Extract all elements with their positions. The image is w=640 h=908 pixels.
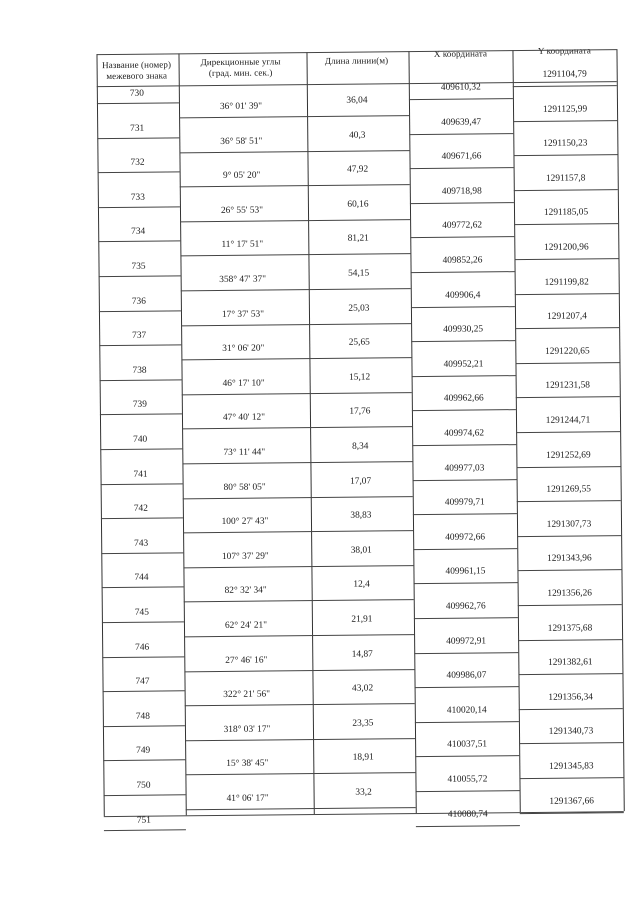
y-coordinate: 1291157,8 [545,173,586,184]
direction-angle: 47° 40' 12" [222,412,266,424]
row-rule [514,224,618,226]
row-rule [103,725,185,727]
segment-rule [181,323,411,326]
y-coordinate: 1291104,79 [542,69,587,80]
segment-rule [185,772,415,775]
row-rule [411,271,515,273]
direction-angle: 322° 21' 56" [223,689,271,701]
row-rule [517,570,621,572]
row-rule [102,656,184,658]
point-name: 735 [131,261,146,272]
row-rule [98,172,180,174]
x-coordinate: 409977,03 [444,463,485,474]
direction-angle: 62° 24' 21" [224,620,268,631]
y-coordinate: 1291244,71 [545,415,591,426]
line-length: 36,04 [346,95,368,106]
row-rule [412,444,516,446]
header-name [97,59,177,82]
row-rule [413,548,517,550]
row-rule [409,98,513,100]
direction-angle: 107° 37' 29" [221,551,269,562]
x-coordinate: 409979,71 [444,497,485,508]
row-rule [517,500,621,502]
row-rule [412,375,516,377]
row-rule [101,552,183,554]
header-angle [179,56,303,79]
row-rule [413,479,517,481]
row-rule [104,829,186,831]
x-coordinate: 410055,72 [447,774,488,785]
row-rule [516,431,620,433]
row-rule [413,513,517,515]
segment-rule [183,496,413,499]
x-coordinate: 409961,15 [445,566,486,578]
y-coordinate: 1291125,99 [542,104,588,115]
x-coordinate: 409639,47 [441,117,482,128]
direction-angle: 46° 17' 10" [222,378,265,389]
row-rule [104,794,186,796]
segment-rule [181,288,411,291]
direction-angle: 15° 38' 45" [226,758,269,770]
x-coordinate: 409852,26 [442,255,483,266]
y-coordinate: 1291252,69 [546,449,591,461]
row-rule [100,379,182,381]
line-length: 17,76 [349,406,371,418]
row-rule [412,410,516,412]
x-coordinate: 409772,62 [442,220,483,232]
table-grid [0,0,636,3]
point-name: 736 [131,296,146,307]
line-length: 15,12 [348,372,371,383]
point-name: 741 [133,469,148,480]
segment-rule [184,634,414,637]
row-rule [98,206,180,208]
segment-rule [185,738,415,741]
y-coordinate: 1291220,65 [545,346,590,357]
header-angle-line-1: Дирекционные углы [200,56,281,68]
x-coordinate: 409610,32 [440,82,481,93]
line-length: 17,07 [349,476,372,487]
y-coordinate: 1291356,26 [547,588,592,599]
row-rule [415,721,519,723]
line-length: 38,01 [350,545,372,556]
y-coordinate: 1291307,73 [546,519,592,530]
segment-rule [183,565,413,568]
point-name: 737 [132,330,147,341]
segment-rule [182,427,412,430]
segment-rule [185,703,415,706]
point-name: 740 [133,434,148,445]
row-rule [517,535,621,537]
row-rule [411,306,515,308]
row-rule [102,621,184,623]
line-length: 23,35 [352,718,374,729]
x-coordinate: 409671,66 [441,151,482,163]
point-name: 750 [136,780,151,791]
row-rule [516,397,620,399]
direction-angle: 17° 37' 53" [221,309,265,320]
row-rule [411,340,515,342]
row-rule [103,760,185,762]
point-name: 748 [135,711,150,722]
segment-rule [183,530,413,533]
row-rule [415,755,519,757]
header-y: Y координата [537,45,591,56]
line-length: 8,34 [352,441,369,452]
row-rule [103,690,185,692]
x-coordinate: 410037,51 [447,739,488,751]
row-rule [515,293,619,295]
header-x: X координата [433,48,488,59]
row-rule [99,275,181,277]
segment-rule [181,357,411,360]
row-rule [519,708,623,710]
point-name: 747 [135,676,150,687]
segment-rule [182,392,412,395]
x-coordinate: 409718,98 [441,186,482,197]
header-name-line-1: Название (номер) [102,59,172,71]
row-rule [513,154,617,156]
row-rule [513,120,617,122]
y-coordinate: 1291269,55 [546,484,591,496]
segment-rule [179,150,409,153]
direction-angle: 41° 06' 17" [226,793,269,804]
x-coordinate: 409952,21 [443,359,484,370]
direction-angle: 358° 47' 37" [219,274,267,285]
row-rule [99,310,181,312]
row-rule [416,790,520,792]
segment-rule [184,669,414,672]
direction-angle: 26° 55' 53" [220,205,264,216]
direction-angle: 36° 01' 39" [219,101,263,112]
point-name: 743 [134,538,149,549]
y-coordinate: 1291356,34 [548,692,593,703]
line-length: 25,03 [348,303,370,314]
line-length: 18,91 [352,752,374,764]
header-angle-line-2: (град. мин. сек.) [208,67,273,79]
x-coordinate: 409962,66 [443,393,484,405]
row-rule [514,258,618,260]
x-coordinate: 409930,25 [443,324,484,336]
direction-angle: 31° 06' 20" [222,343,265,355]
direction-angle: 80° 58' 05" [223,482,266,493]
line-length: 43,02 [351,683,374,694]
y-coordinate: 1291231,58 [545,380,590,392]
point-name: 745 [134,607,149,618]
row-rule [101,483,183,485]
row-rule [515,327,619,329]
direction-angle: 82° 32' 34" [224,585,267,597]
row-rule [414,652,518,654]
row-rule [101,518,183,520]
y-coordinate: 1291345,83 [549,761,594,772]
direction-angle: 36° 58' 51" [220,136,263,147]
line-length: 81,21 [347,233,369,245]
row-rule [414,583,518,585]
header-length: Длина линии(м) [324,55,389,66]
point-name: 751 [136,815,151,826]
point-name: 742 [133,503,148,514]
y-coordinate: 1291367,66 [549,795,594,807]
point-name: 734 [131,227,146,238]
x-coordinate: 410020,14 [446,705,487,716]
line-length: 40,3 [349,130,366,141]
segment-rule [180,254,410,257]
point-name: 749 [136,746,151,757]
segment-rule [184,599,414,602]
x-coordinate: 409906,4 [445,290,481,301]
line-length: 12,4 [353,579,370,591]
direction-angle: 318° 03' 17" [223,724,271,735]
row-rule [515,362,619,364]
row-rule [410,202,514,204]
row-rule [410,167,514,169]
row-rule [415,686,519,688]
point-name: 744 [134,573,149,584]
y-coordinate: 1291185,05 [543,207,589,219]
row-rule [100,448,182,450]
line-length: 25,65 [348,337,370,348]
y-coordinate: 1291199,82 [544,277,589,288]
direction-angle: 11° 17' 51" [221,239,264,251]
line-length: 38,83 [350,510,372,521]
row-rule [409,133,513,135]
segment-rule [180,219,410,222]
y-coordinate: 1291382,61 [548,657,593,669]
x-coordinate: 409986,07 [446,670,487,681]
direction-angle: 27° 46' 16" [225,655,268,666]
row-rule [416,825,520,827]
line-length: 60,16 [347,199,369,210]
y-coordinate: 1291200,96 [544,242,589,253]
point-name: 746 [135,642,150,653]
row-rule [513,85,617,87]
direction-angle: 9° 05' 20" [222,170,261,182]
row-rule [518,673,622,675]
segment-rule [179,115,409,118]
y-coordinate: 1291375,68 [547,622,593,634]
row-rule [99,345,181,347]
point-name: 730 [129,88,144,99]
header-name-line-2: межевого знака [106,70,168,82]
row-rule [516,466,620,468]
x-coordinate: 409974,62 [444,428,485,439]
point-name: 738 [132,365,147,376]
row-rule [518,604,622,606]
line-length: 14,87 [351,649,373,660]
line-length: 47,92 [347,164,369,175]
line-length: 21,91 [351,614,373,625]
row-rule [518,639,622,641]
segment-rule [186,807,416,810]
point-name: 733 [130,192,145,203]
segment-rule [182,461,412,464]
direction-angle: 73° 11' 44" [223,447,266,458]
x-coordinate: 409972,91 [446,636,487,647]
row-rule [100,414,182,416]
row-rule [97,102,179,104]
y-coordinate: 1291207,4 [547,311,587,323]
x-coordinate: 409962,76 [445,601,486,612]
point-name: 739 [132,400,147,411]
y-coordinate: 1291340,73 [548,726,594,738]
point-name: 731 [130,123,145,134]
line-length: 54,15 [348,268,370,279]
row-rule [519,742,623,744]
row-rule [414,617,518,619]
line-length: 33,2 [355,787,372,798]
y-coordinate: 1291150,23 [543,138,588,150]
x-coordinate: 409972,66 [445,532,486,543]
direction-angle: 100° 27' 43" [221,516,269,528]
row-rule [514,189,618,191]
point-name: 732 [130,157,145,168]
x-coordinate: 410080,74 [447,809,488,820]
segment-rule [180,184,410,187]
row-rule [519,777,623,779]
row-rule [97,137,179,139]
row-rule [102,587,184,589]
y-coordinate: 1291343,96 [547,553,592,565]
row-rule [98,241,180,243]
row-rule [410,237,514,239]
